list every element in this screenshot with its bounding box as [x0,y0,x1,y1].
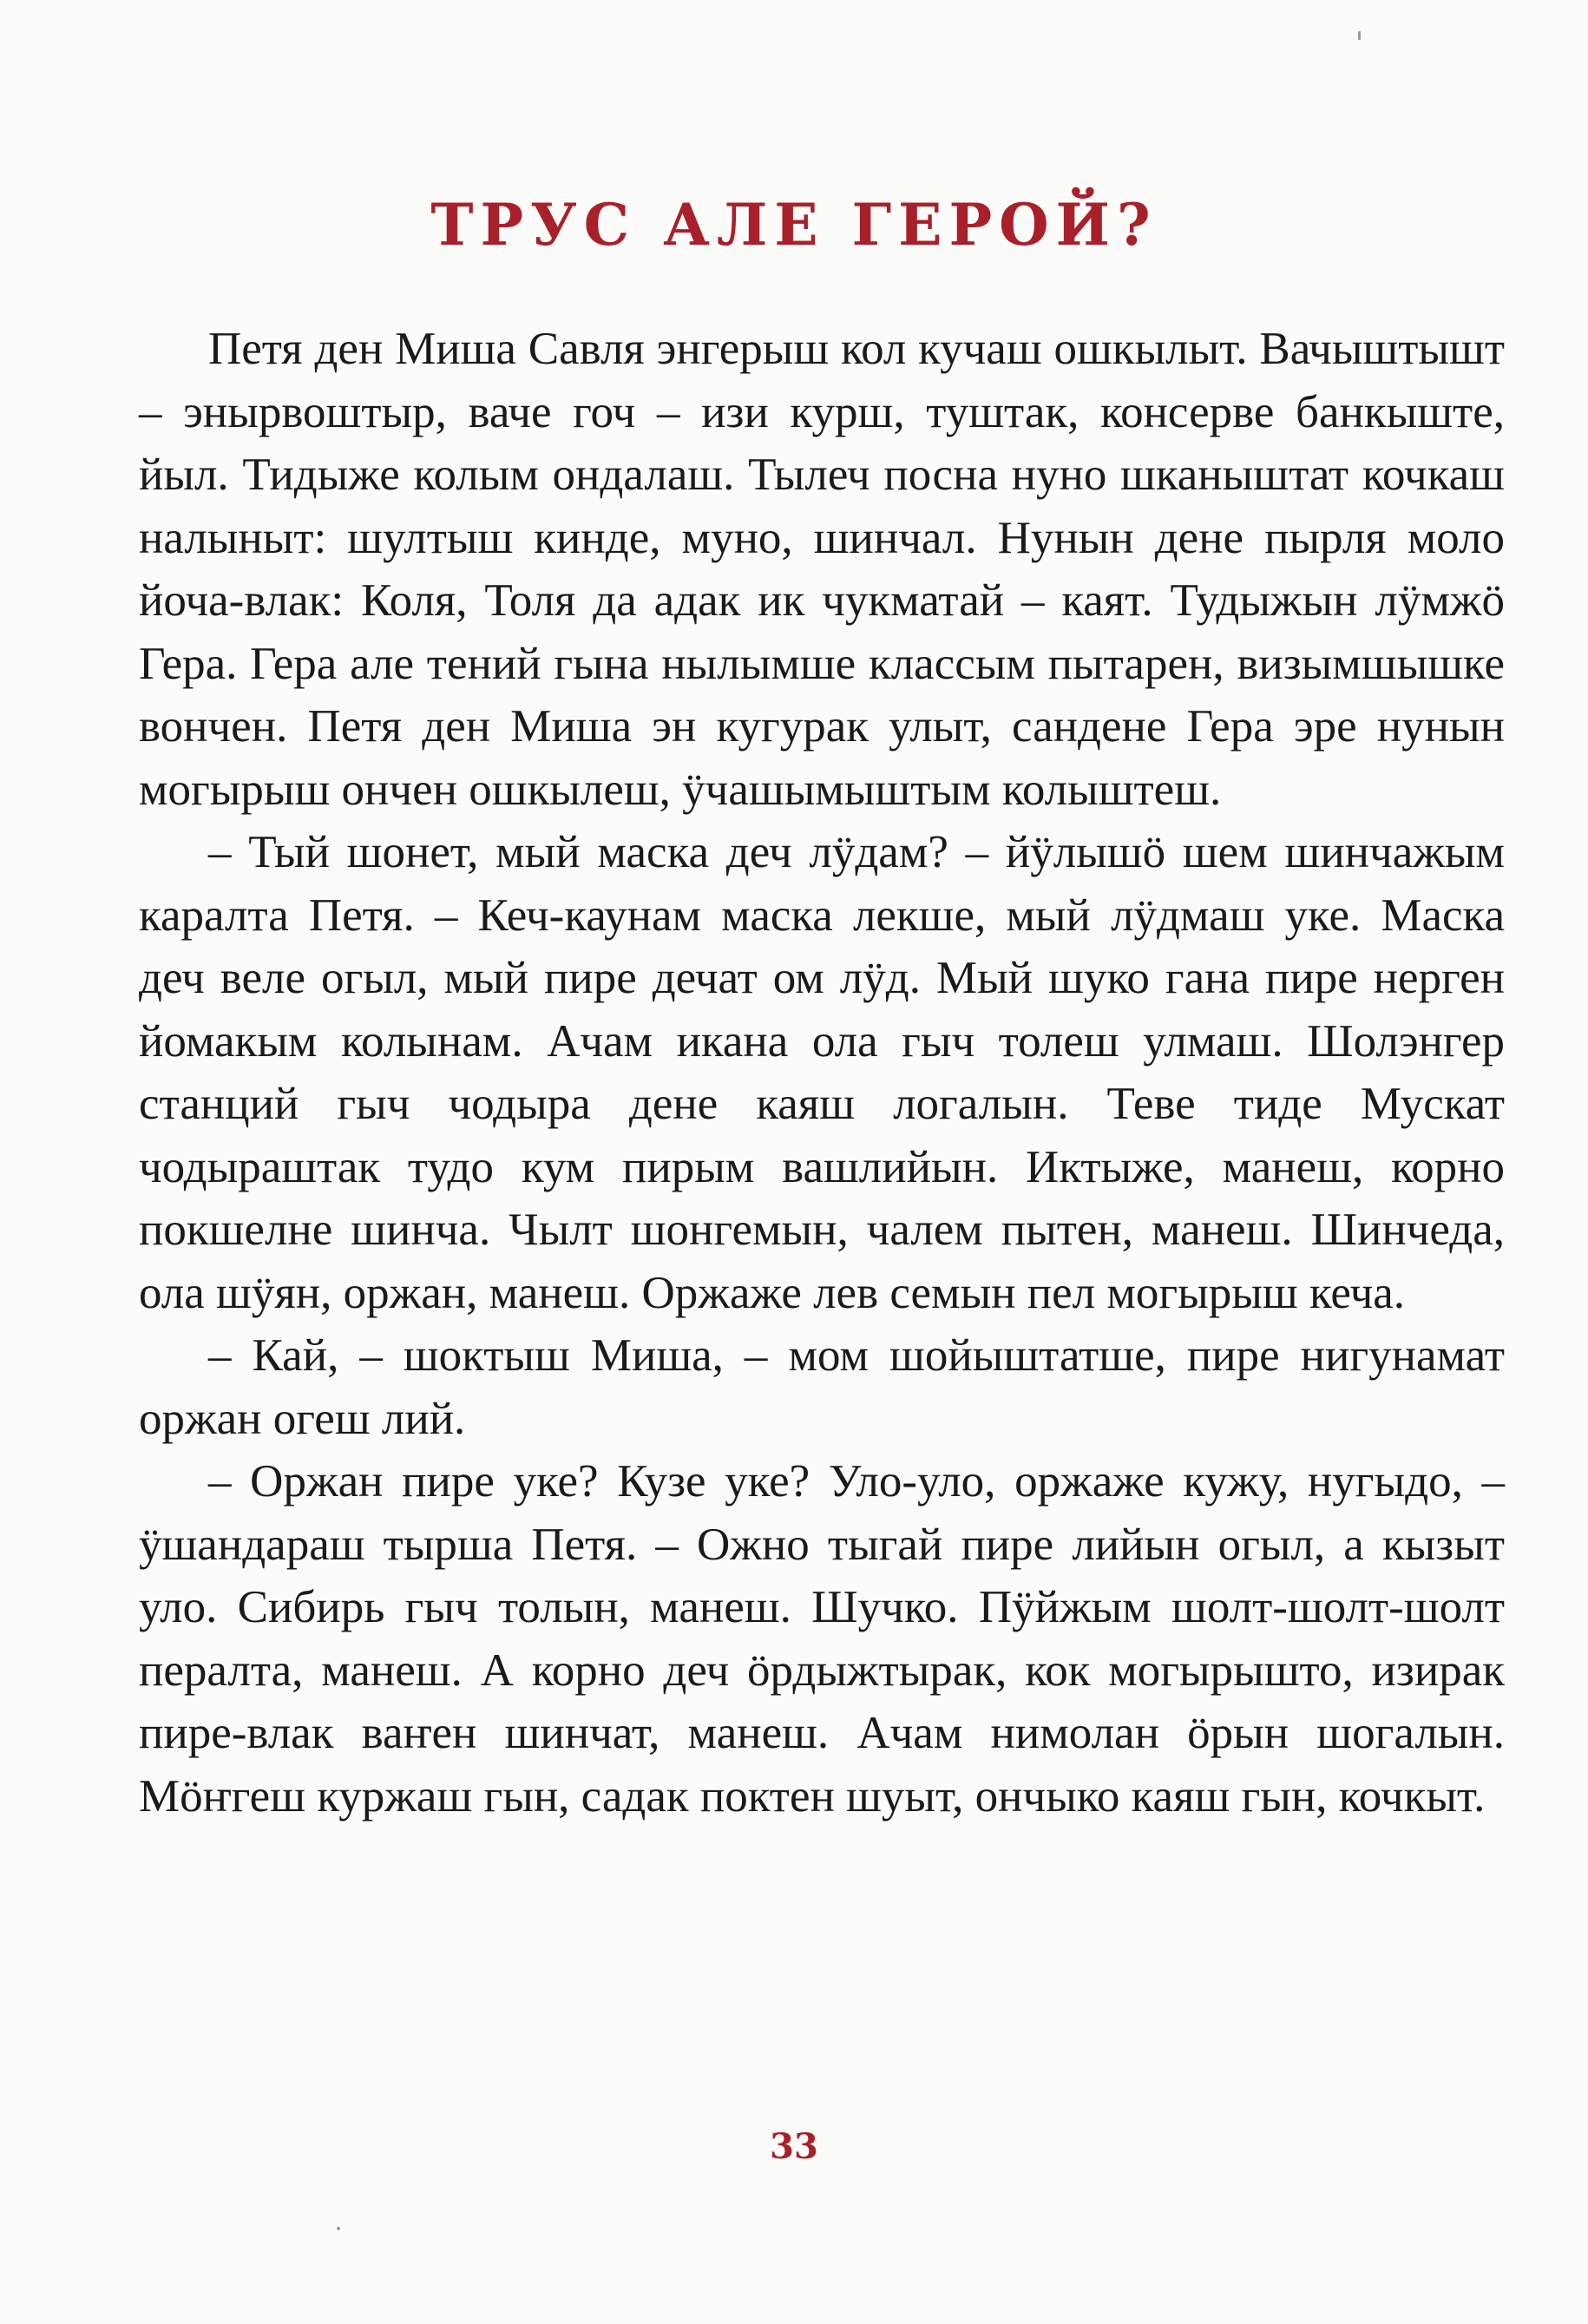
paragraph: – Кай, – шоктыш Миша, – мом шойыштатше, пире нигунамат оржан огеш лий. [139,1330,1505,1444]
paragraph: – Оржан пире уке? Кузе уке? Уло-уло, оржаже кужу, нугыдо, – ӱшандараш тырша Петя. – Ожно тыгай пире лийын огыл, а кызыт уло. Сибирь гыч толын, манеш. Шучко. Пӱйжым шолт-шолт-шолт пералта, манеш. А корно деч ӧрдыжтырак, кок могырышто, изирак пире-влак ваҥен шинчат, манеш. Ачам нимолан ӧрын шогалын. Мӧҥгеш куржаш гын, садак поктен шуыт, ончыко каяш гын, кочкыт. [139,1456,1505,1822]
page-number: 33 [770,2126,818,2167]
page-title: ТРУС АЛЕ ГЕРОЙ? [430,191,1158,259]
paper-speck-icon [337,2227,340,2230]
paragraph: – Тый шонет, мый маска деч лӱдам? – йӱлышӧ шем шинчажым каралта Петя. – Кеч-каунам маска лекше, мый лӱдмаш уке. Маска деч веле огыл, мый пире дечат ом лӱд. Мый шуко гана пире нерген йомакым колынам. Ачам икана ола гыч толеш улмаш. Шолэнгер станций гыч чодыра дене каяш логалын. Теве тиде Мускат чодыраштак тудо кум пирым вашлийын. Иктыже, манеш, корно покшелне шинча. Чылт шонгемын, чалем пытен, манеш. Шинчеда, ола шӱян, оржан, манеш. Оржаже лев семын пел могырыш кеча. [139,827,1505,1318]
paragraph: Петя ден Миша Савля энгерыш кол кучаш ошкылыт. Вачыштышт – энырвоштыр, ваче гоч – изи курш, туштак, консерве банкыште, йыл. Тидыже колым ондалаш. Тылеч посна нуно шканыштат кочкаш налыныт: шултыш кинде, муно, шинчал. Нунын дене пырля моло йоча-влак: Коля, Толя да адак ик чукматай – каят. Тудыжын лӱмжӧ Гера. Гера але тений гына нылымше классым пытарен, визымшышке вончен. Петя ден Миша эн кугурак улыт, сандене Гера эре нунын могырыш ончен ошкылеш, ӱчашымыштым колыштеш. [139,324,1505,815]
paper-speck-icon [1358,31,1361,40]
body-text [139,318,1505,1828]
